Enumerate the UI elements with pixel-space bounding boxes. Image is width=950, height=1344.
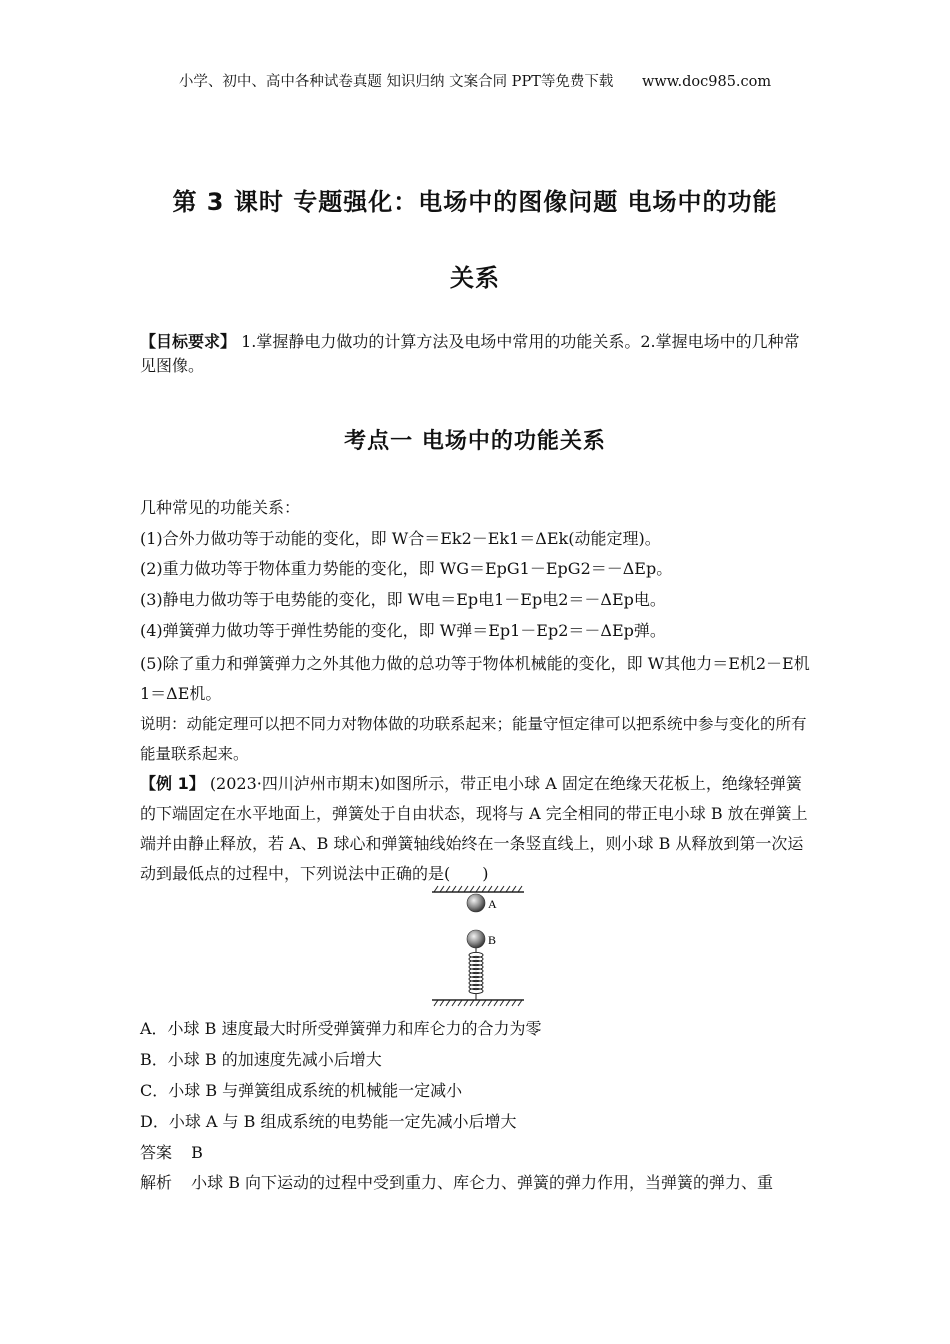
section-title: 考点一 电场中的功能关系 xyxy=(344,429,606,454)
ball-b-label: B xyxy=(488,933,497,947)
page-header xyxy=(0,70,950,91)
example-label: 【例 1】 xyxy=(140,774,205,793)
answer-label: 答案 xyxy=(140,1143,173,1162)
spring-ball-figure xyxy=(420,882,540,1012)
option-a: A．小球 B 速度最大时所受弹簧弹力和库仑力的合力为零 xyxy=(140,1019,542,1038)
lesson-title-line1: 第 3 课时 专题强化：电场中的图像问题 电场中的功能 xyxy=(172,188,778,216)
relations-intro: 几种常见的功能关系： xyxy=(140,498,301,517)
relation-item-2: (2)重力做功等于物体重力势能的变化，即 WG＝EpG1－EpG2＝－ΔEp。 xyxy=(140,559,673,578)
answer-value: B xyxy=(191,1143,203,1162)
ball-a xyxy=(467,894,485,912)
analysis-text: 小球 B 向下运动的过程中受到重力、库仑力、弹簧的弹力作用，当弹簧的弹力、重 xyxy=(191,1173,774,1192)
relation-item-4: (4)弹簧弹力做功等于弹性势能的变化，即 W弹＝Ep1－Ep2＝－ΔEp弹。 xyxy=(140,621,666,640)
floor xyxy=(432,1000,524,1006)
relation-item-3: (3)静电力做功等于电势能的变化，即 W电＝Ep电1－Ep电2＝－ΔEp电。 xyxy=(140,590,666,609)
example-text: (2023·四川泸州市期末)如图所示，带正电小球 A 固定在绝缘天花板上，绝缘轻弹簧的下端固定在水平地面上，弹簧处于自由状态，现将与 A 完全相同的带正电小球 B 放在弹簧上端并由静止释放，若 A、B 球心和弹簧轴线始终在一条竖直线上，则小球 B 从释放到第一次运动到最低点的过程中，下列说法中正确的是( ) xyxy=(140,774,808,883)
analysis-label: 解析 xyxy=(140,1173,173,1192)
ball-a-label: A xyxy=(488,897,497,911)
relation-item-5: (5)除了重力和弹簧弹力之外其他力做的总功等于物体机械能的变化，即 W其他力＝E机2－E机1＝ΔE机。 xyxy=(140,654,810,703)
option-c: C．小球 B 与弹簧组成系统的机械能一定减小 xyxy=(140,1081,463,1100)
spring xyxy=(469,948,483,1000)
answer-line xyxy=(140,1141,812,1165)
objective-label: 【目标要求】 xyxy=(140,332,237,351)
example-stem xyxy=(140,769,812,889)
header-text: 小学、初中、高中各种试卷真题 知识归纳 文案合同 PPT等免费下载 xyxy=(178,74,614,90)
ball-b xyxy=(467,930,485,948)
relations-note: 说明：动能定理可以把不同力对物体做的功联系起来；能量守恒定律可以把系统中参与变化的所有能量联系起来。 xyxy=(140,715,807,763)
relation-item-1: (1)合外力做功等于动能的变化，即 W合＝Ek2－Ek1＝ΔEk(动能定理)。 xyxy=(140,529,661,548)
ceiling xyxy=(432,886,524,892)
objective-text: 1.掌握静电力做功的计算方法及电场中常用的功能关系。2.掌握电场中的几种常见图像。 xyxy=(140,332,800,375)
option-b: B．小球 B 的加速度先减小后增大 xyxy=(140,1050,382,1069)
analysis-line xyxy=(140,1171,812,1195)
option-d: D．小球 A 与 B 组成系统的电势能一定先减小后增大 xyxy=(140,1112,517,1131)
header-site[interactable]: www.doc985.com xyxy=(641,74,772,90)
lesson-title-line2: 关系 xyxy=(450,264,500,292)
objective-block xyxy=(140,330,812,378)
